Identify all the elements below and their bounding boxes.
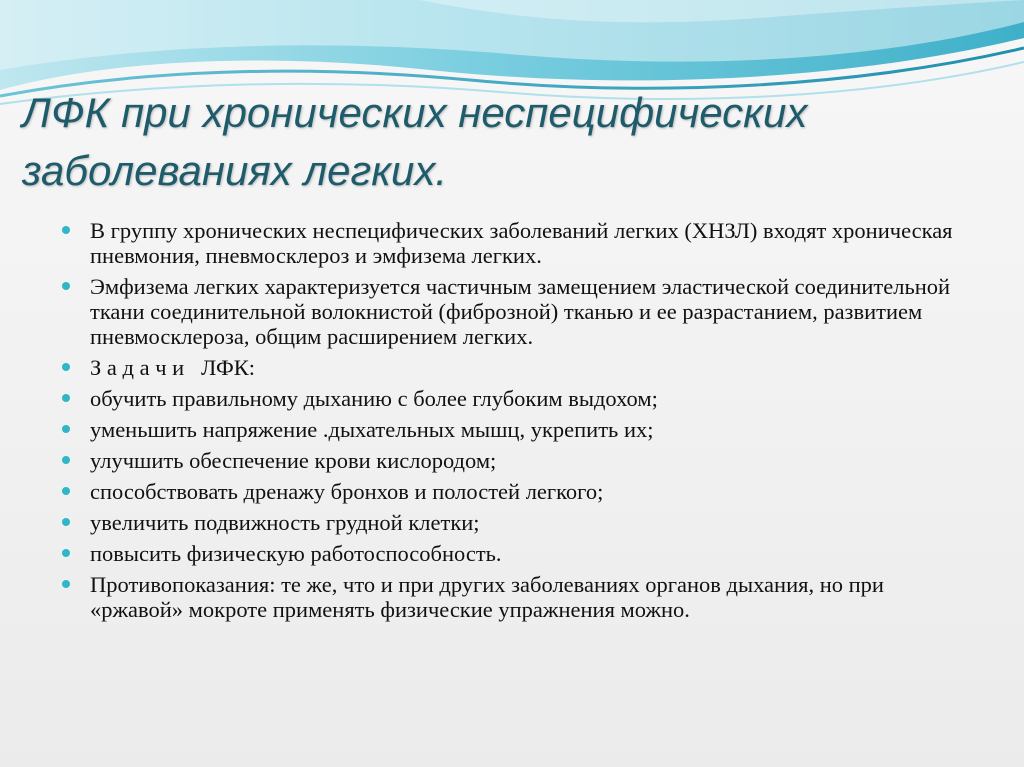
bullet-dot-icon xyxy=(62,549,70,557)
bullet-dot-icon xyxy=(62,282,70,290)
list-item xyxy=(62,386,982,411)
bullet-dot-icon xyxy=(62,425,70,433)
bullet-text: обучить правильному дыханию с более глубоким выдохом; xyxy=(90,386,658,411)
bullet-dot-icon xyxy=(62,363,70,371)
list-item xyxy=(62,541,982,566)
list-item xyxy=(62,355,982,380)
list-item xyxy=(62,510,982,535)
bullet-text: уменьшить напряжение .дыхательных мышц, укрепить их; xyxy=(90,417,654,442)
list-item xyxy=(62,572,982,622)
bullet-dot-icon xyxy=(62,394,70,402)
bullet-text: Эмфизема легких характеризуется частичным замещением эластической соединительной ткани соединительной волокнистой (фиброзной) тканью и ее разрастанием, развитием пневмосклероза, общим расширением легких. xyxy=(90,274,951,349)
bullet-text: Противопоказания: те же, что и при других заболеваниях органов дыхания, но при «ржавой» мокроте применять физические упражнения можно. xyxy=(90,572,884,622)
bullet-dot-icon xyxy=(62,456,70,464)
list-item xyxy=(62,479,982,504)
bullet-dot-icon xyxy=(62,487,70,495)
bullet-dot-icon xyxy=(62,580,70,588)
bullet-text: способствовать дренажу бронхов и полостей легкого; xyxy=(90,479,604,504)
list-item xyxy=(62,218,982,268)
bullet-text: В группу хронических неспецифических заболеваний легких (ХНЗЛ) входят хроническая пневмония, пневмосклероз и эмфизема легких. xyxy=(90,218,953,268)
slide-title: ЛФК при хронических неспецифических заболеваниях легких. xyxy=(22,89,808,194)
list-item xyxy=(62,448,982,473)
tasks-heading: З а д а ч и ЛФК: xyxy=(90,355,256,380)
bullet-dot-icon xyxy=(62,226,70,234)
list-item xyxy=(62,274,982,349)
bullet-list xyxy=(62,218,982,628)
bullet-dot-icon xyxy=(62,518,70,526)
bullet-text: повысить физическую работоспособность. xyxy=(90,541,502,566)
bullet-text: увеличить подвижность грудной клетки; xyxy=(90,510,480,535)
list-item xyxy=(62,417,982,442)
bullet-text: улучшить обеспечение крови кислородом; xyxy=(90,448,497,473)
